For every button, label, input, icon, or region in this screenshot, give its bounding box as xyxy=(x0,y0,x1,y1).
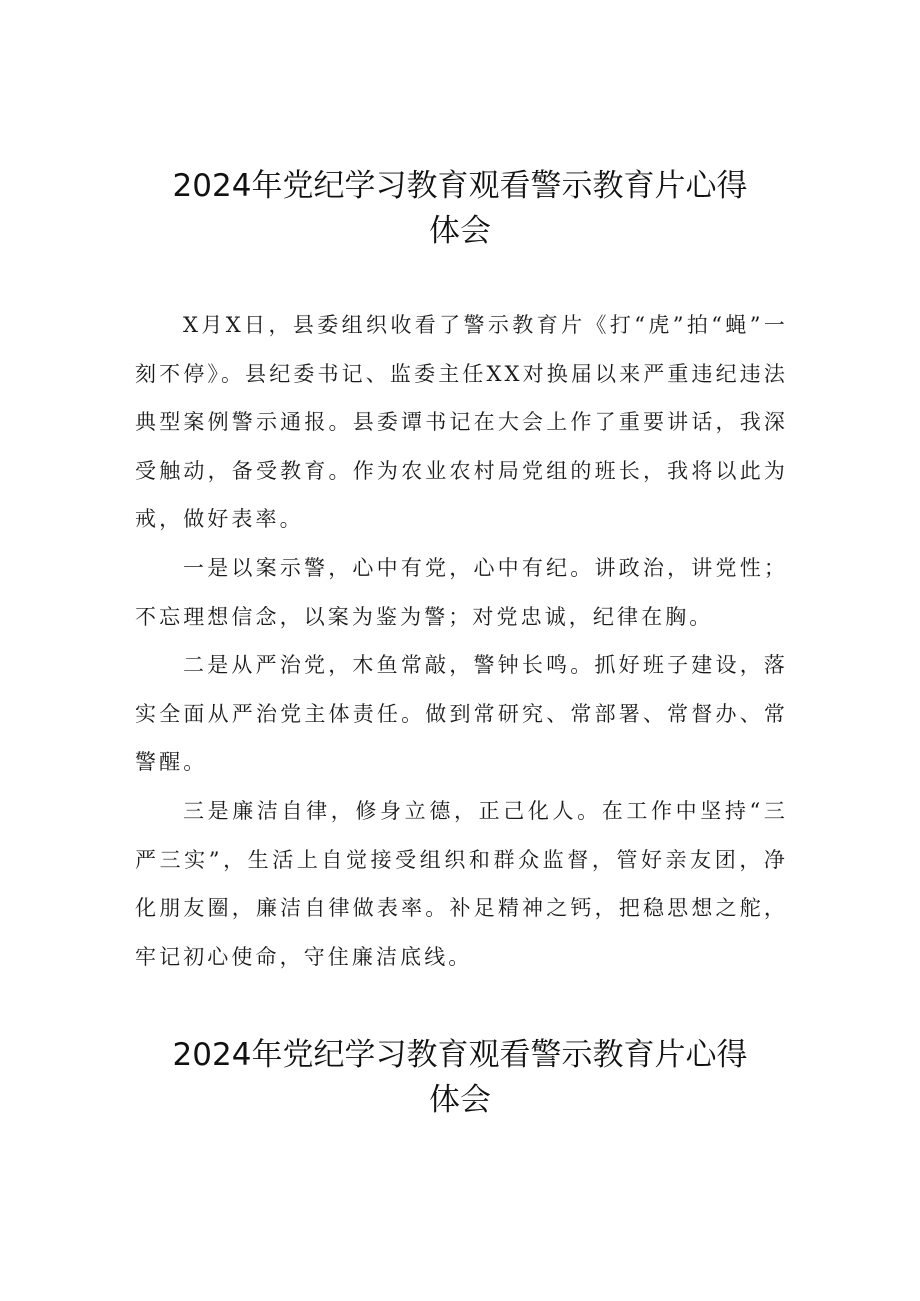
paragraph-intro: X月X日，县委组织收看了警示教育片《打“虎”拍“蝇”一刻不停》。县纪委书记、监委主任XX对换届以来严重违纪违法典型案例警示通报。县委谭书记在大会上作了重要讲话，我深受触动，备受教育。作为农业农村局党组的班长，我将以此为戒，做好表率。 xyxy=(135,313,788,532)
paragraph-point-2: 二是从严治党，木鱼常敲，警钟长鸣。抓好班子建设，落实全面从严治党主体责任。做到常研究、常部署、常督办、常警醒。 xyxy=(135,653,788,775)
document-title xyxy=(120,164,800,254)
next-document-title-line-2: 体会 xyxy=(429,1082,491,1118)
next-document-title xyxy=(120,1033,800,1123)
document-title-line-1: 2024年党纪学习教育观看警示教育片心得 xyxy=(172,168,748,204)
paragraph-point-3: 三是廉洁自律，修身立德，正己化人。在工作中坚持“三严三实”，生活上自觉接受组织和群众监督，管好亲友团，净化朋友圈，廉洁自律做表率。补足精神之钙，把稳思想之舵，牢记初心使命，守住廉洁底线。 xyxy=(135,798,788,969)
next-document-title-line-1: 2024年党纪学习教育观看警示教育片心得 xyxy=(172,1037,748,1073)
document-body xyxy=(135,301,788,981)
paragraph-point-1: 一是以案示警，心中有党，心中有纪。讲政治，讲党性；不忘理想信念，以案为鉴为警；对党忠诚，纪律在胸。 xyxy=(135,555,788,629)
document-title-line-2: 体会 xyxy=(429,213,491,249)
